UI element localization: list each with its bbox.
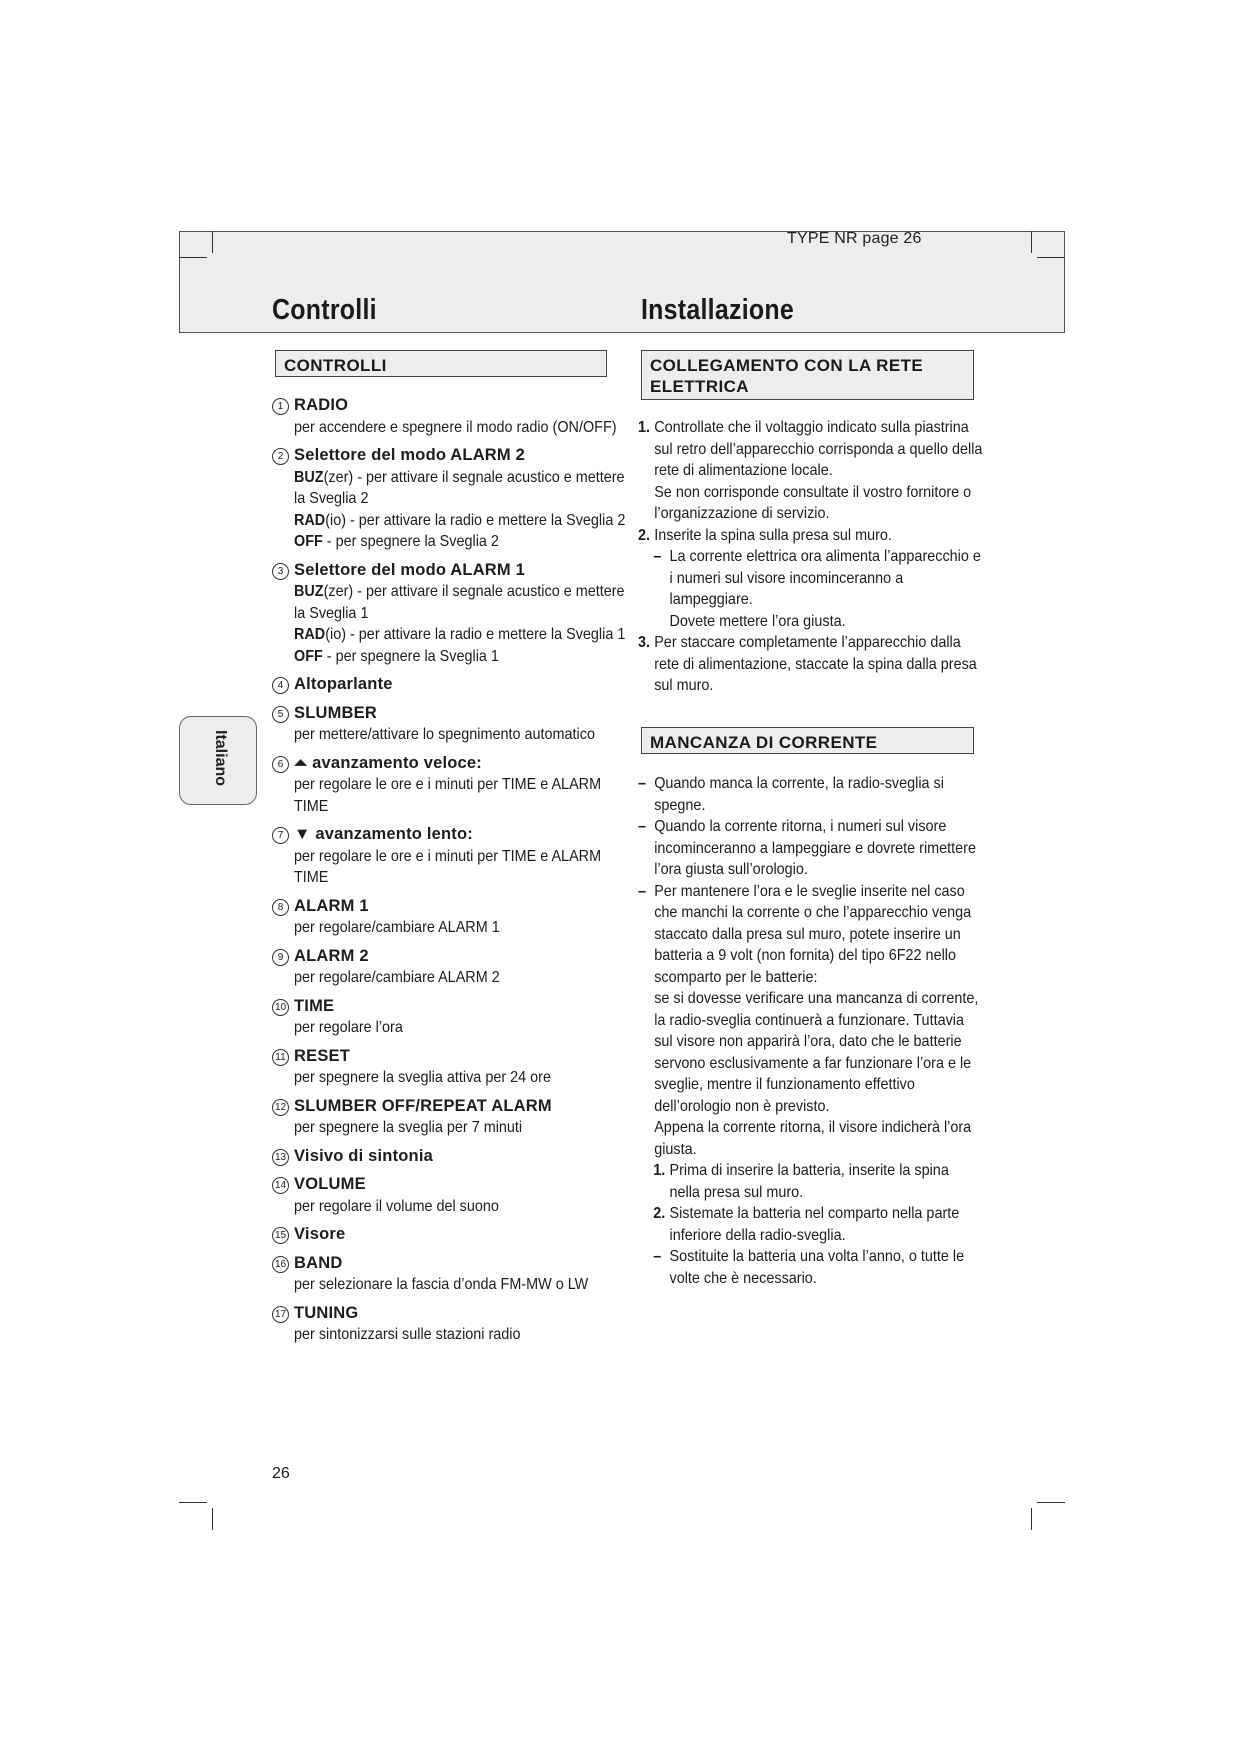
text-line (638, 589, 962, 611)
line-text: che manchi la corrente o che l’apparecchio venga (654, 904, 972, 921)
control-title: RADIO (294, 396, 349, 414)
line-text: scomparto per le batterie: (654, 968, 818, 986)
list-marker: – (638, 818, 647, 835)
control-number: 8 (272, 899, 289, 916)
control-description-line: OFF - per spegnere la Sveglia 2 (294, 533, 499, 550)
control-description-line: BUZ(zer) - per attivare il segnale acustico e mettere (294, 583, 625, 600)
line-text: sul visore non apparirà l’ora, dato che le batterie (654, 1033, 962, 1050)
text-line (638, 1010, 962, 1032)
line-text: giusta. (654, 1140, 697, 1158)
control-title: Visore (294, 1225, 346, 1243)
control-item (272, 395, 642, 438)
control-title: ⏶ avanzamento veloce: (294, 753, 482, 772)
line-text: Inserite la spina sulla presa sul muro. (654, 526, 892, 544)
text-line (638, 945, 962, 967)
text-line (638, 632, 962, 654)
line-text: Dovete mettere l’ora giusta. (669, 612, 846, 630)
control-description-line: per regolare/cambiare ALARM 2 (294, 969, 500, 986)
type-nr-line: TYPE NR page 26 (787, 230, 922, 247)
text-line (638, 1031, 962, 1053)
control-number: 13 (272, 1149, 289, 1166)
line-text: Sistemate la batteria nel comparto nella parte (669, 1205, 960, 1222)
collegamento-heading-line2: ELETTRICA (650, 377, 749, 396)
line-text: rete di alimentazione locale. (654, 462, 833, 479)
page-title-installazione: Installazione (641, 294, 795, 326)
text-line (638, 1268, 962, 1290)
control-item (272, 1096, 642, 1139)
list-marker: 3. (638, 634, 651, 651)
control-item (272, 1253, 642, 1296)
control-description-line: per spegnere la sveglia per 7 minuti (294, 1119, 523, 1136)
control-title: Visivo di sintonia (294, 1146, 433, 1165)
control-item (272, 946, 642, 989)
line-text: spegne. (654, 796, 706, 814)
text-line (638, 924, 962, 946)
control-item (272, 674, 642, 696)
text-line (638, 503, 962, 525)
language-tab (179, 716, 257, 805)
line-text: Controllate che il voltaggio indicato sulla piastrina (654, 419, 969, 436)
language-tab-label: Italiano (212, 730, 229, 787)
control-number: 12 (272, 1099, 289, 1116)
control-title: Selettore del modo ALARM 1 (294, 560, 526, 579)
line-text: i numeri sul visore incominceranno a (669, 569, 904, 587)
control-description-line: per regolare/cambiare ALARM 1 (294, 919, 500, 936)
text-line (638, 795, 962, 817)
control-item (272, 896, 642, 939)
collegamento-heading (641, 350, 974, 400)
text-line (638, 417, 969, 439)
line-text: Se non corrisponde consultate il vostro fornitore o (654, 483, 972, 501)
crop-mark (1031, 231, 1032, 253)
control-number: 4 (272, 677, 289, 694)
line-text: incominceranno a lampeggiare e dovrete rimettere (654, 839, 976, 857)
line-text: l’ora giusta sull’orologio. (654, 861, 808, 878)
list-marker: 1. (638, 419, 651, 436)
control-item (272, 1046, 642, 1089)
text-line (638, 881, 965, 903)
control-number: 10 (272, 999, 289, 1016)
control-number: 14 (272, 1177, 289, 1194)
text-line (638, 1160, 962, 1182)
control-description-line: per regolare il volume del suono (294, 1197, 499, 1215)
control-title: Altoparlante (294, 675, 393, 693)
control-number: 15 (272, 1227, 289, 1244)
text-line (638, 988, 979, 1010)
text-line (638, 967, 962, 989)
control-description-line: per sintonizzarsi sulle stazioni radio (294, 1326, 521, 1343)
control-title: ALARM 2 (294, 946, 369, 965)
crop-mark (1031, 1508, 1032, 1530)
mancanza-body (638, 773, 998, 1289)
control-title: VOLUME (294, 1175, 366, 1193)
control-item (272, 996, 642, 1039)
control-item (272, 703, 642, 746)
text-line (638, 773, 962, 795)
text-line (638, 1139, 962, 1161)
line-text: Per mantenere l’ora e le sveglie inserite nel caso (654, 882, 965, 900)
line-text: nella presa sul muro. (669, 1183, 804, 1201)
control-description-line: per regolare l’ora (294, 1019, 403, 1036)
list-marker: – (638, 775, 647, 792)
control-number: 1 (272, 398, 289, 415)
control-item (272, 824, 642, 889)
control-description-line: per regolare le ore e i minuti per TIME e ALARM (294, 847, 602, 865)
line-text: Sostituite la batteria una volta l’anno, o tutte le (669, 1248, 965, 1265)
line-text: Per staccare completamente l’apparecchio dalla (654, 634, 961, 651)
list-marker: – (653, 1248, 662, 1265)
line-text: batteria a 9 volt (non fornita) del tipo 6F22 nello (654, 947, 956, 964)
line-text: Quando la corrente ritorna, i numeri sul visore (654, 818, 947, 835)
control-item (272, 1174, 642, 1217)
text-line (638, 1053, 972, 1075)
line-text: Appena la corrente ritorna, il visore indicherà l’ora (654, 1119, 972, 1136)
list-marker: 1. (653, 1162, 666, 1179)
page-number: 26 (272, 1465, 290, 1482)
line-text: sveglie, mentre il funzionamento effettivo (654, 1076, 915, 1093)
control-number: 17 (272, 1306, 289, 1323)
control-item (272, 445, 642, 553)
list-marker: – (638, 882, 647, 900)
control-title: SLUMBER (294, 703, 377, 722)
controlli-heading-text: CONTROLLI (284, 356, 387, 375)
page-title-controlli: Controlli (272, 294, 377, 326)
control-title: BAND (294, 1253, 343, 1272)
line-text: rete di alimentazione, staccate la spina dalla presa (654, 655, 977, 673)
text-line (638, 816, 962, 838)
line-text: volte che è necessario. (669, 1269, 817, 1287)
control-item (272, 560, 642, 668)
control-item (272, 1146, 642, 1168)
crop-mark (179, 257, 207, 258)
collegamento-heading-line1: COLLEGAMENTO CON LA RETE (650, 356, 924, 375)
text-line (638, 1203, 962, 1225)
mancanza-heading (641, 727, 974, 754)
line-text: sul muro. (654, 677, 714, 694)
text-line (638, 1117, 972, 1139)
control-title: SLUMBER OFF/REPEAT ALARM (294, 1096, 552, 1115)
control-description-line: TIME (294, 797, 329, 815)
crop-mark (1037, 257, 1065, 258)
text-line (638, 439, 983, 461)
control-number: 3 (272, 563, 289, 580)
control-title: ALARM 1 (294, 896, 369, 915)
text-line (638, 611, 962, 633)
text-line (638, 1074, 962, 1096)
list-marker: 2. (638, 526, 651, 544)
control-number: 6 (272, 756, 289, 773)
crop-mark (212, 231, 213, 253)
crop-mark (1037, 1502, 1065, 1503)
collegamento-body (638, 417, 998, 697)
control-number: 11 (272, 1049, 289, 1066)
control-description-line: per spegnere la sveglia attiva per 24 ore (294, 1069, 551, 1086)
control-description-line: per mettere/attivare lo spegnimento automatico (294, 726, 595, 743)
control-item (272, 753, 642, 818)
control-number: 5 (272, 706, 289, 723)
crop-mark (179, 1502, 207, 1503)
control-description-line: TIME (294, 869, 329, 886)
line-text: servono esclusivamente a far funzionare l’ora e le (654, 1054, 972, 1072)
crop-mark (212, 1508, 213, 1530)
text-line (638, 675, 962, 697)
text-line (638, 654, 977, 676)
control-title: RESET (294, 1046, 351, 1065)
control-title: TUNING (294, 1303, 359, 1322)
line-text: dell’orologio non è previsto. (654, 1097, 830, 1115)
control-description-line: per selezionare la fascia d’onda FM-MW o LW (294, 1276, 589, 1293)
line-text: lampeggiare. (669, 591, 753, 608)
line-text: sul retro dell’apparecchio corrisponda a quello della (654, 440, 983, 458)
text-line (638, 546, 981, 568)
line-text: la radio-sveglia continuerà a funzionare. Tuttavia (654, 1011, 964, 1029)
line-text: Prima di inserire la batteria, inserite la spina (669, 1162, 949, 1179)
line-text: l’organizzazione di servizio. (654, 505, 830, 522)
control-description-line: per accendere e spegnere il modo radio (ON/OFF) (294, 418, 617, 436)
text-line (638, 460, 962, 482)
control-description-line: RAD(io) - per attivare la radio e mettere la Sveglia 1 (294, 626, 626, 643)
controlli-heading (275, 350, 607, 377)
text-line (638, 838, 976, 860)
mancanza-heading-text: MANCANZA DI CORRENTE (650, 733, 878, 752)
text-line (638, 859, 962, 881)
control-description-line: la Sveglia 2 (294, 490, 369, 507)
text-line (638, 1182, 962, 1204)
control-description-line: OFF - per spegnere la Sveglia 1 (294, 647, 499, 665)
control-number: 7 (272, 827, 289, 844)
control-title: ▼ avanzamento lento: (294, 825, 473, 843)
control-number: 2 (272, 448, 289, 465)
line-text: Quando manca la corrente, la radio-sveglia si (654, 775, 944, 792)
control-item (272, 1224, 642, 1246)
control-title: Selettore del modo ALARM 2 (294, 446, 526, 464)
control-description-line: RAD(io) - per attivare la radio e mettere la Sveglia 2 (294, 511, 626, 529)
text-line (638, 1225, 962, 1247)
text-line (638, 902, 972, 924)
controls-list (272, 395, 642, 1353)
text-line (638, 1096, 962, 1118)
control-number: 9 (272, 949, 289, 966)
control-description-line: BUZ(zer) - per attivare il segnale acustico e mettere (294, 468, 625, 486)
text-line (638, 482, 972, 504)
control-description-line: la Sveglia 1 (294, 604, 369, 622)
text-line (638, 1246, 965, 1268)
control-title: TIME (294, 996, 335, 1015)
line-text: staccato dalla presa sul muro, potete inserire un (654, 925, 961, 943)
text-line (638, 525, 962, 547)
list-marker: 2. (653, 1205, 666, 1222)
list-marker: – (653, 548, 662, 565)
control-number: 16 (272, 1256, 289, 1273)
line-text: inferiore della radio-sveglia. (669, 1226, 846, 1244)
control-item (272, 1303, 642, 1346)
control-description-line: per regolare le ore e i minuti per TIME e ALARM (294, 776, 602, 793)
line-text: La corrente elettrica ora alimenta l’apparecchio e (669, 548, 981, 565)
text-line (638, 568, 962, 590)
line-text: se si dovesse verificare una mancanza di corrente, (654, 990, 979, 1007)
